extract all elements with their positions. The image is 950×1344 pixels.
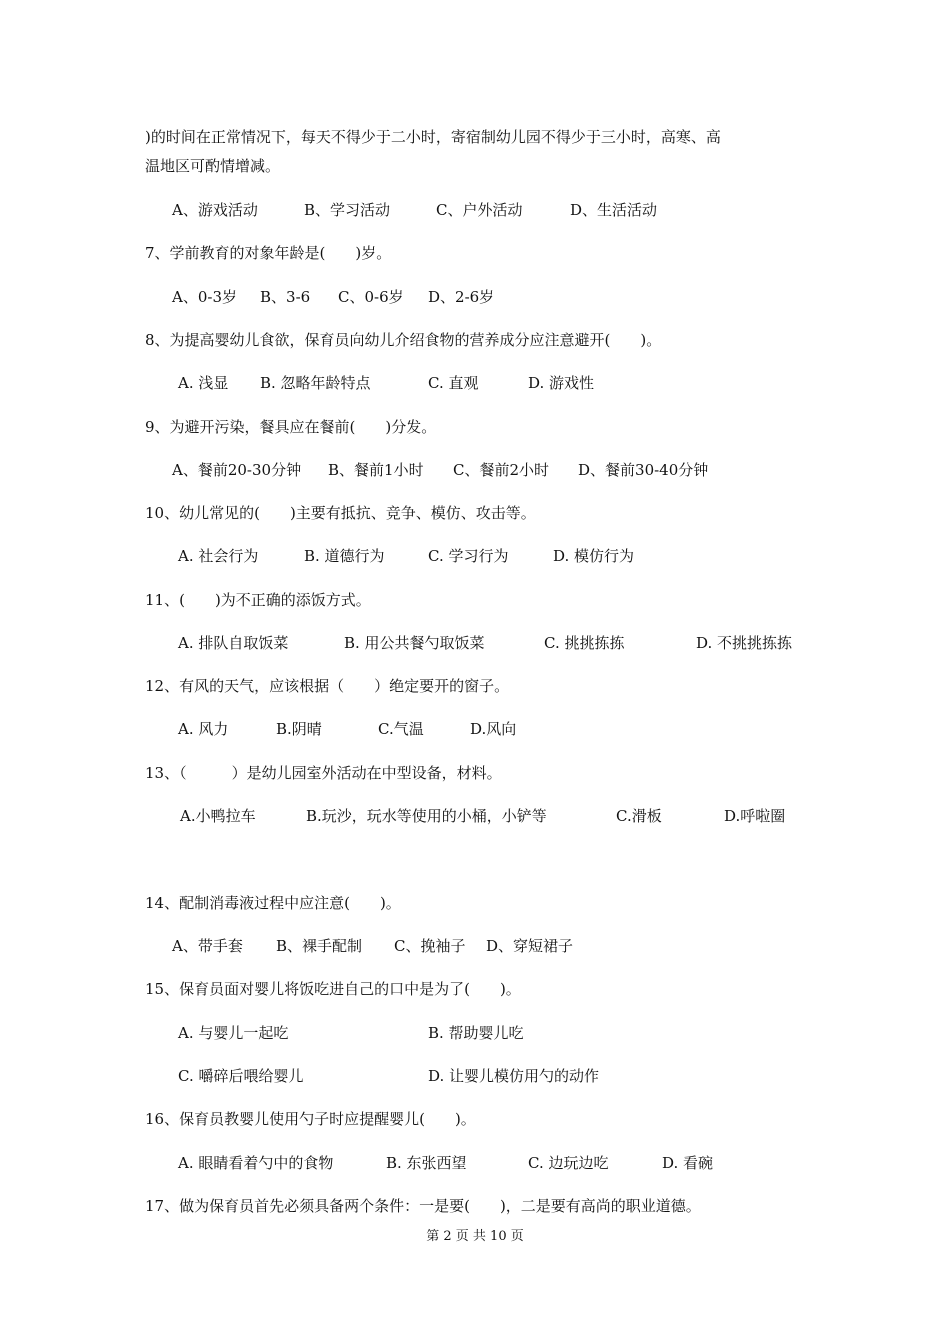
q6-option-d: D、生活活动 <box>570 201 658 219</box>
q13-option-d: D.呼啦圈 <box>724 807 786 825</box>
q11-option-d: D. 不挑挑拣拣 <box>696 634 793 652</box>
q15-option-d: D. 让婴儿模仿用勺的动作 <box>428 1067 600 1085</box>
q8-stem: 8、为提高婴幼儿食欲，保育员向幼儿介绍食物的营养成分应注意避开( )。 <box>145 331 662 349</box>
q8-option-c: C. 直观 <box>428 374 479 392</box>
q14-option-c: C、挽袖子 <box>394 937 466 955</box>
q7-option-b: B、3-6 <box>260 288 311 306</box>
q10-option-a: A. 社会行为 <box>178 547 259 565</box>
q9-option-d: D、餐前30-40分钟 <box>578 461 709 479</box>
q14-option-b: B、裸手配制 <box>276 937 363 955</box>
q8-option-a: A. 浅显 <box>178 374 229 392</box>
q12-option-c: C.气温 <box>378 720 424 738</box>
q6-option-c: C、户外活动 <box>436 201 523 219</box>
q14-option-d: D、穿短裙子 <box>486 937 574 955</box>
q8-option-b: B. 忽略年龄特点 <box>260 374 371 392</box>
q16-option-c: C. 边玩边吃 <box>528 1154 609 1172</box>
q10-stem: 10、幼儿常见的( )主要有抵抗、竞争、模仿、攻击等。 <box>145 504 536 522</box>
q10-option-d: D. 模仿行为 <box>553 547 635 565</box>
q15-option-b: B. 帮助婴儿吃 <box>428 1024 524 1042</box>
q10-option-b: B. 道德行为 <box>304 547 385 565</box>
q15-stem: 15、保育员面对婴儿将饭吃进自己的口中是为了( )。 <box>145 980 521 998</box>
q6-line2: 温地区可酌情增减。 <box>145 157 281 175</box>
q11-option-c: C. 挑挑拣拣 <box>544 634 625 652</box>
q6-option-b: B、学习活动 <box>304 201 391 219</box>
q17-stem: 17、做为保育员首先必须具备两个条件：一是要( )，二是要有高尚的职业道德。 <box>145 1197 701 1215</box>
q12-stem: 12、有风的天气，应该根据（ ）绝定要开的窗子。 <box>145 677 510 695</box>
q11-option-a: A. 排队自取饭菜 <box>178 634 289 652</box>
q16-option-b: B. 东张西望 <box>386 1154 467 1172</box>
q16-stem: 16、保育员教婴儿使用勺子时应提醒婴儿( )。 <box>145 1110 476 1128</box>
q7-option-d: D、2-6岁 <box>428 288 495 306</box>
q15-option-c: C. 嚼碎后喂给婴儿 <box>178 1067 304 1085</box>
q16-option-d: D. 看碗 <box>662 1154 714 1172</box>
page-footer: 第 2 页 共 10 页 <box>426 1229 524 1244</box>
q13-option-a: A.小鸭拉车 <box>180 807 256 825</box>
q9-option-c: C、餐前2小时 <box>453 461 550 479</box>
q9-option-b: B、餐前1小时 <box>328 461 424 479</box>
q13-option-c: C.滑板 <box>616 807 662 825</box>
q10-option-c: C. 学习行为 <box>428 547 509 565</box>
q8-option-d: D. 游戏性 <box>528 374 595 392</box>
q13-option-b: B.玩沙，玩水等使用的小桶，小铲等 <box>306 807 547 825</box>
q6-line1: )的时间在正常情况下，每天不得少于二小时，寄宿制幼儿园不得少于三小时，高寒、高 <box>145 128 721 146</box>
q11-stem: 11、( )为不正确的添饭方式。 <box>145 591 371 609</box>
q15-option-a: A. 与婴儿一起吃 <box>178 1024 289 1042</box>
q9-stem: 9、为避开污染，餐具应在餐前( )分发。 <box>145 418 437 436</box>
q6-option-a: A、游戏活动 <box>172 201 258 219</box>
q12-option-d: D.风向 <box>470 720 517 738</box>
q12-option-b: B.阴晴 <box>276 720 322 738</box>
q13-stem: 13、（ ）是幼儿园室外活动在中型设备，材料。 <box>145 764 502 782</box>
q9-option-a: A、餐前20-30分钟 <box>172 461 302 479</box>
q16-option-a: A. 眼睛看着勺中的食物 <box>178 1154 334 1172</box>
q7-option-c: C、0-6岁 <box>338 288 404 306</box>
q7-option-a: A、0-3岁 <box>172 288 237 306</box>
q12-option-a: A. 风力 <box>178 720 229 738</box>
q7-stem: 7、学前教育的对象年龄是( )岁。 <box>145 244 392 262</box>
q14-option-a: A、带手套 <box>172 937 243 955</box>
q11-option-b: B. 用公共餐勺取饭菜 <box>344 634 485 652</box>
q14-stem: 14、配制消毒液过程中应注意( )。 <box>145 894 401 912</box>
